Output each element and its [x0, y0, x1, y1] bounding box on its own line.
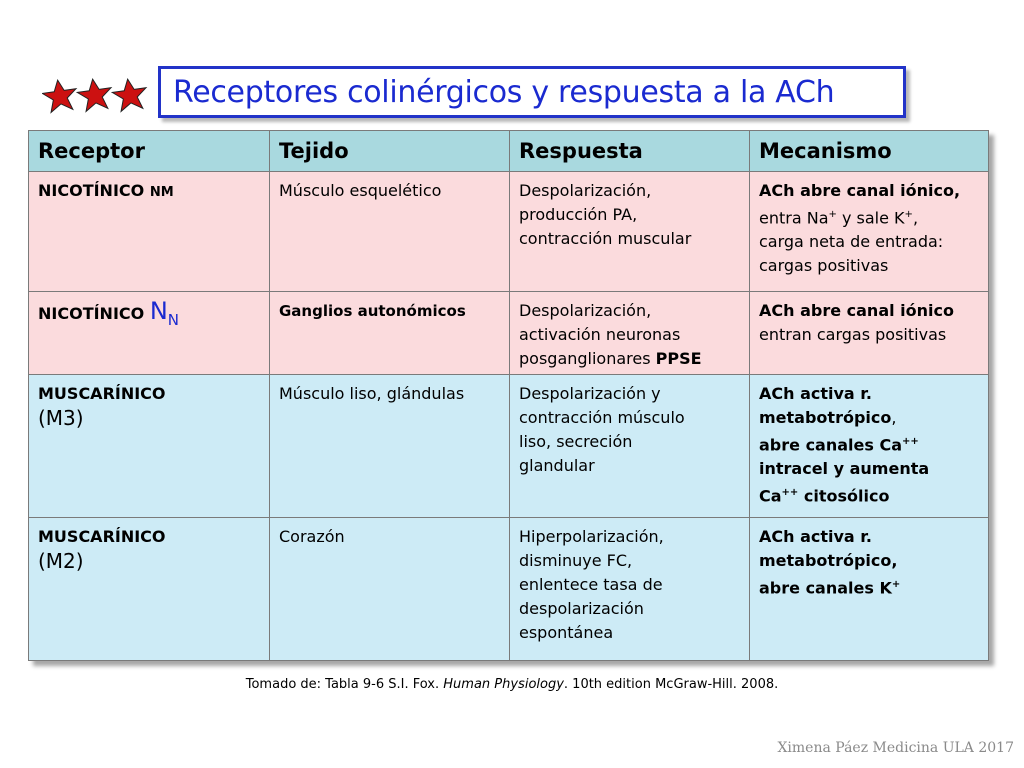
author-credit: Ximena Páez Medicina ULA 2017	[777, 740, 1014, 756]
receptor-subtype: (M3)	[38, 406, 84, 430]
respuesta-line: disminuye FC,	[519, 551, 633, 570]
cell-receptor	[29, 518, 270, 661]
mecanismo-line	[759, 406, 979, 430]
title-box	[158, 66, 906, 118]
mecanismo-line	[759, 430, 979, 457]
mecanismo-line: ACh activa r.	[759, 384, 872, 403]
mecanismo-line	[759, 481, 979, 508]
mecanismo-text: ,	[912, 208, 919, 228]
respuesta-line: Despolarización y	[519, 384, 661, 403]
table-row	[29, 518, 989, 661]
cell-mecanismo	[750, 172, 989, 292]
receptor-name: NICOTÍNICO	[38, 181, 145, 200]
mecanismo-line: carga neta de entrada:	[759, 232, 944, 252]
cell-receptor	[29, 375, 270, 518]
mecanismo-line: ACh abre canal iónico,	[759, 181, 961, 200]
respuesta-line: Despolarización,	[519, 181, 652, 200]
respuesta-line: espontánea	[519, 623, 614, 642]
respuesta-line: Hiperpolarización,	[519, 527, 664, 546]
page-title: Receptores colinérgicos y respuesta a la ACh	[173, 75, 835, 110]
table-header-row	[29, 131, 989, 172]
receptor-name: MUSCARÍNICO	[38, 384, 166, 403]
respuesta-line: enlentece tasa de	[519, 575, 663, 594]
cell-mecanismo	[750, 518, 989, 661]
header-tejido: Tejido	[270, 131, 510, 172]
superscript: +	[828, 209, 837, 220]
source-caption	[0, 677, 1024, 692]
receptor-subtype	[149, 297, 180, 329]
respuesta-line: liso, secreción	[519, 432, 633, 451]
caption-prefix: Tomado de: Tabla 9-6 S.I. Fox.	[245, 677, 444, 692]
mecanismo-text: abre canales K	[759, 578, 892, 598]
mecanismo-text: ,	[891, 408, 897, 427]
mecanismo-text: citosólico	[798, 486, 890, 506]
mecanismo-line: intracel y aumenta	[759, 459, 930, 479]
receptor-name: MUSCARÍNICO	[38, 527, 166, 546]
mecanismo-line: ACh abre canal iónico	[759, 301, 954, 320]
star-icon	[42, 78, 79, 113]
cell-mecanismo	[750, 292, 989, 375]
superscript: +	[904, 209, 913, 220]
respuesta-line: activación neuronas	[519, 325, 681, 344]
receptors-table	[28, 130, 989, 661]
mecanismo-text: y sale K	[836, 208, 905, 228]
caption-suffix: . 10th edition McGraw-Hill. 2008.	[563, 677, 779, 692]
receptor-subtype: NM	[149, 185, 174, 200]
header-receptor: Receptor	[29, 131, 270, 172]
stars-decoration	[42, 74, 150, 120]
cell-mecanismo	[750, 375, 989, 518]
receptor-name: NICOTÍNICO	[38, 304, 145, 323]
table-row	[29, 172, 989, 292]
header-mecanismo: Mecanismo	[750, 131, 989, 172]
respuesta-line: Despolarización,	[519, 301, 652, 320]
table-row	[29, 292, 989, 375]
cell-receptor	[29, 172, 270, 292]
cell-respuesta	[510, 292, 750, 375]
mecanismo-text: entra Na	[759, 208, 829, 228]
cell-respuesta	[510, 375, 750, 518]
header-respuesta: Respuesta	[510, 131, 750, 172]
cell-tejido: Músculo liso, glándulas	[270, 375, 510, 518]
ppse-label: PPSE	[655, 349, 702, 368]
respuesta-line: contracción músculo	[519, 408, 685, 427]
respuesta-line: contracción muscular	[519, 229, 692, 248]
star-icon	[76, 77, 114, 112]
subtype-subscript: N	[167, 310, 180, 329]
mecanismo-text: Ca	[759, 486, 782, 506]
respuesta-text: posganglionares	[519, 349, 656, 368]
cell-receptor	[29, 292, 270, 375]
cell-tejido: Corazón	[270, 518, 510, 661]
respuesta-line	[519, 347, 740, 371]
subtype-main: N	[149, 297, 168, 325]
mecanismo-line: ACh activa r.	[759, 527, 872, 546]
mecanismo-line	[759, 203, 979, 230]
respuesta-line: glandular	[519, 456, 595, 475]
cell-tejido: Músculo esquelético	[270, 172, 510, 292]
cell-respuesta	[510, 172, 750, 292]
mecanismo-text: abre canales Ca	[759, 435, 902, 455]
respuesta-line: despolarización	[519, 599, 644, 618]
cell-tejido: Ganglios autonómicos	[270, 292, 510, 375]
table-row	[29, 375, 989, 518]
star-icon	[111, 77, 149, 112]
mecanismo-line: cargas positivas	[759, 256, 889, 276]
caption-book-title: Human Physiology	[443, 677, 564, 692]
superscript: ++	[902, 436, 919, 447]
superscript: ++	[781, 487, 799, 499]
respuesta-line: producción PA,	[519, 205, 638, 224]
mecanismo-line: entran cargas positivas	[759, 325, 947, 344]
superscript: +	[891, 579, 901, 590]
cell-respuesta	[510, 518, 750, 661]
mecanismo-text: metabotrópico	[759, 408, 892, 427]
receptor-subtype: (M2)	[38, 549, 84, 573]
mecanismo-line: metabotrópico,	[759, 551, 898, 570]
mecanismo-line	[759, 573, 979, 600]
